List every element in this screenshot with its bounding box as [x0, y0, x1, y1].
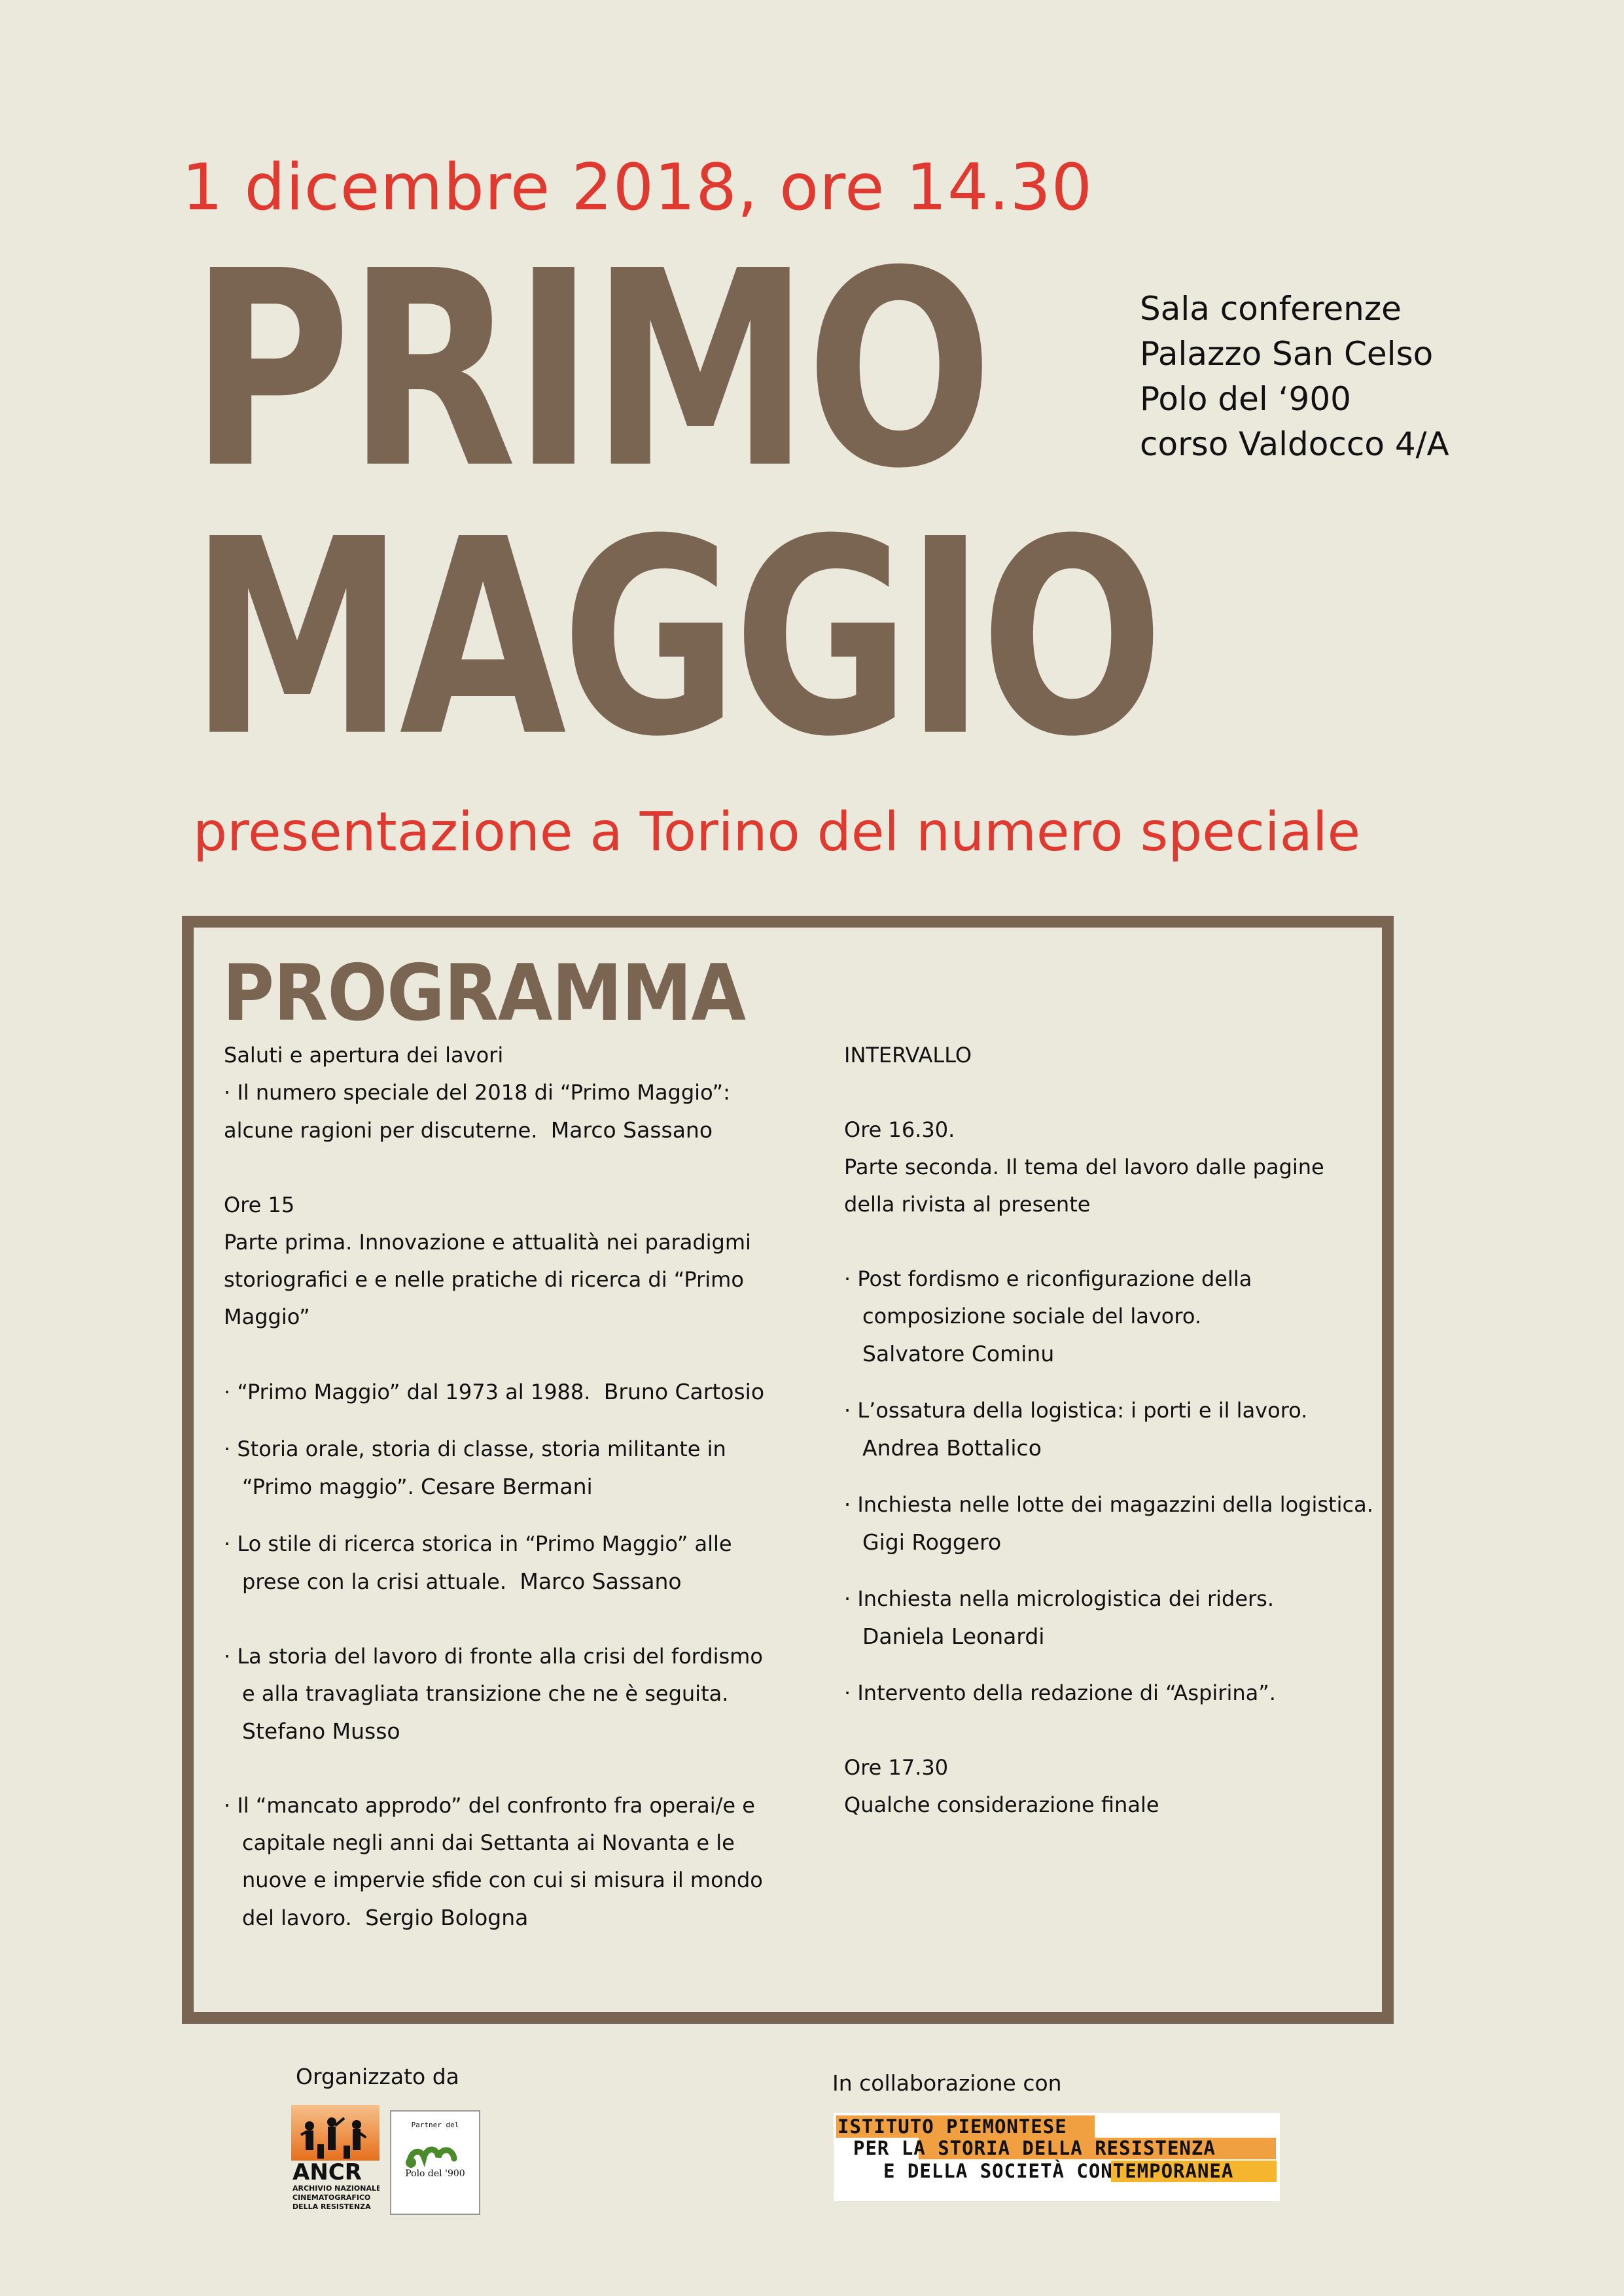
program-item-line: capitale negli anni dai Settanta ai Novanta e le [242, 1830, 735, 1855]
part2-title-line: Parte seconda. Il tema del lavoro dalle pagine [844, 1155, 1324, 1179]
istituto-text: SOCIETÀ CONTEMPORANEA [980, 2160, 1234, 2182]
item-text: · “Primo Maggio” dal 1973 al 1988. [224, 1380, 591, 1404]
program-item-line [224, 1468, 813, 1506]
polo-partner-label: Partner del [411, 2121, 459, 2129]
speaker-name: Sergio Bologna [365, 1905, 529, 1930]
ancr-line: ARCHIVIO NAZIONALE [292, 2184, 380, 2193]
opening-text: alcune ragioni per discuterne. [224, 1118, 538, 1143]
speaker-name: Bruno Cartosio [603, 1379, 765, 1404]
istituto-text: PER LA [853, 2137, 938, 2159]
program-item-line: · Intervento della redazione di “Aspirina”. [844, 1680, 1276, 1705]
program-item-line: e alla travagliata transizione che ne è seguita. [242, 1681, 729, 1706]
speaker-name: Stefano Musso [242, 1718, 400, 1744]
closing-text: Qualche considerazione finale [844, 1792, 1159, 1817]
ancr-name: ANCR [292, 2159, 362, 2185]
subtitle: presentazione a Torino del numero speciale [193, 801, 1361, 863]
speaker-name: Daniela Leonardi [862, 1624, 1045, 1649]
ancr-logo-graphic [291, 2105, 380, 2215]
istituto-line [883, 2161, 1233, 2181]
part2-title-line: della rivista al presente [844, 1192, 1091, 1217]
ancr-logo [291, 2105, 380, 2215]
speaker-name: Marco Sassano [520, 1569, 682, 1594]
venue-block [1140, 287, 1449, 467]
title-maggio: MAGGIO [190, 481, 1159, 796]
program-item-line [224, 1899, 813, 1937]
event-date-time: 1 dicembre 2018, ore 14.30 [182, 150, 1093, 225]
part1-title-line: Maggio” [224, 1304, 310, 1329]
break-label: INTERVALLO [844, 1043, 972, 1068]
part2-time: Ore 16.30. [844, 1117, 955, 1142]
venue-line: Polo del ‘900 [1140, 380, 1351, 418]
part1-title-line: Parte prima. Innovazione e attualità nei paradigmi [224, 1230, 751, 1255]
venue-line: corso Valdocco 4/A [1140, 425, 1449, 463]
program-item-line: · Il “mancato approdo” del confronto fra operai/e e [224, 1793, 755, 1818]
program-item-line: · Storia orale, storia di classe, storia militante in [224, 1436, 726, 1461]
part1-time: Ore 15 [224, 1192, 295, 1217]
program-item-line: · Inchiesta nelle lotte dei magazzini della logistica. [844, 1492, 1373, 1517]
program-right-column [844, 1037, 1373, 1824]
ancr-line: CINEMATOGRAFICO [292, 2193, 371, 2202]
item-text: “Primo maggio”. [242, 1474, 414, 1499]
ancr-line: DELLA RESISTENZA [292, 2202, 371, 2211]
program-item-line: · La storia del lavoro di fronte alla crisi del fordismo [224, 1644, 763, 1669]
speaker-name: Gigi Roggero [862, 1529, 1002, 1555]
part1-title-line: storiografici e e nelle pratiche di ricerca di “Primo [224, 1267, 744, 1292]
program-item-line: · Inchiesta nella micrologistica dei riders. [844, 1586, 1274, 1611]
venue-line: Palazzo San Celso [1140, 335, 1434, 373]
istituto-text: E DELLA [883, 2160, 980, 2182]
closing-time: Ore 17.30 [844, 1755, 949, 1780]
title-primo: PRIMO [190, 213, 989, 528]
program-item-line: · L’ossatura della logistica: i porti e il lavoro. [844, 1398, 1308, 1423]
speaker-name: Cesare Bermani [420, 1474, 593, 1499]
speaker-name: Salvatore Cominu [862, 1341, 1055, 1366]
opening-line [224, 1111, 813, 1149]
program-item-line: composizione sociale del lavoro. [862, 1304, 1202, 1329]
istituto-text: STORIA DELLA RESISTENZA [938, 2137, 1216, 2159]
organized-by-label: Organizzato da [296, 2064, 459, 2089]
polo-del-900-logo [390, 2110, 480, 2215]
venue-line: Sala conferenze [1140, 290, 1402, 328]
opening-title: Saluti e apertura dei lavori [224, 1043, 504, 1068]
istituto-piemontese-logo [834, 2113, 1280, 2201]
item-text: prese con la crisi attuale. [242, 1569, 506, 1594]
istituto-line [853, 2138, 1216, 2158]
program-item [224, 1373, 813, 1411]
item-text: del lavoro. [242, 1905, 352, 1930]
program-title: PROGRAMMA [222, 948, 746, 1039]
opening-line: · Il numero speciale del 2018 di “Primo Maggio”: [224, 1080, 730, 1105]
istituto-line: ISTITUTO PIEMONTESE [838, 2115, 1067, 2138]
program-left-column [224, 1037, 813, 1937]
program-item-line: nuove e impervie sfide con cui si misura il mondo [242, 1868, 763, 1892]
polo-leaf-icon [391, 2138, 479, 2170]
polo-name: Polo del '900 [405, 2168, 465, 2179]
program-item-line [224, 1563, 813, 1601]
program-item-line: · Post fordismo e riconfigurazione della [844, 1266, 1252, 1291]
speaker-name: Marco Sassano [550, 1117, 713, 1143]
program-item-line: · Lo stile di ricerca storica in “Primo Maggio” alle [224, 1531, 732, 1556]
collaboration-label: In collaborazione con [832, 2070, 1062, 2096]
speaker-name: Andrea Bottalico [862, 1435, 1042, 1461]
